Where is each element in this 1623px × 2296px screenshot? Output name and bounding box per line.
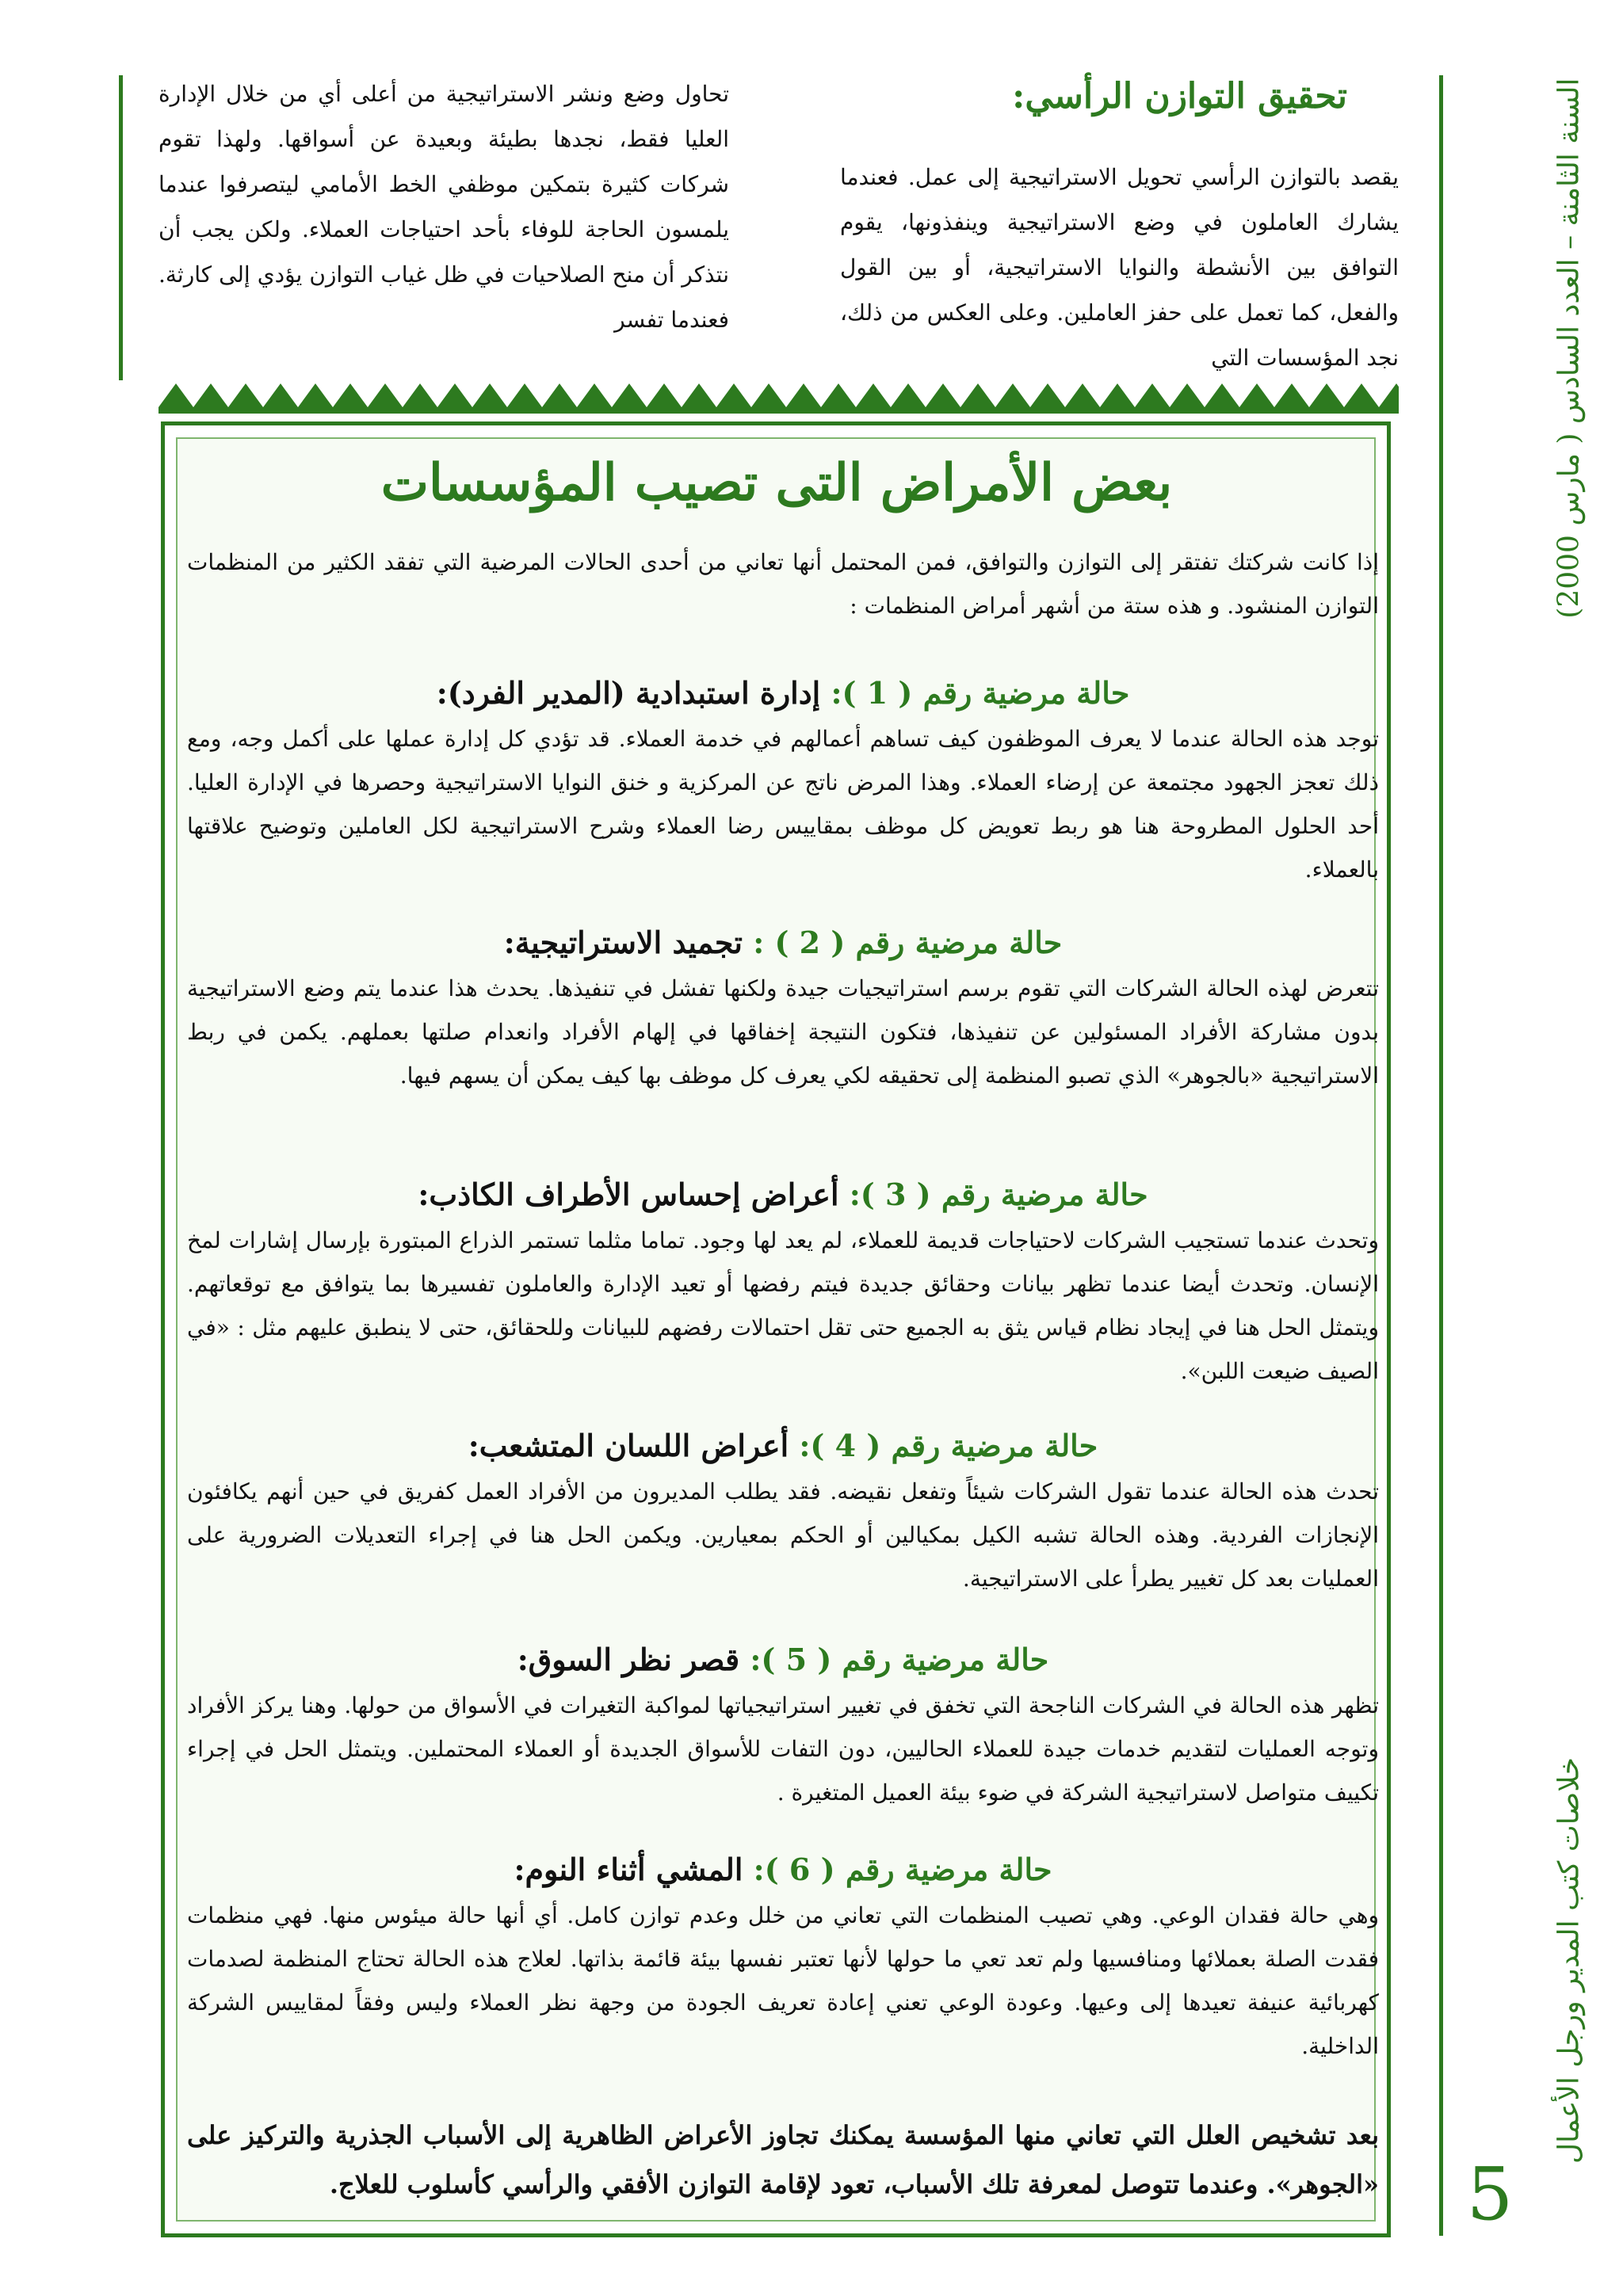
zigzag-triangle [472, 383, 507, 407]
zigzag-triangle [1344, 383, 1379, 407]
zigzag-triangle [437, 383, 472, 407]
case-3-heading [187, 1171, 1379, 1219]
case-5-name: قصر نظر السوق: [517, 1642, 740, 1677]
case-6-label: حالة مرضية رقم ( 6 ): [753, 1852, 1052, 1887]
zigzag-border [158, 383, 1399, 414]
zigzag-triangle [228, 383, 263, 407]
zigzag-triangle [926, 383, 960, 407]
case-6-heading [187, 1846, 1379, 1894]
case-3-label: حالة مرضية رقم ( 3 ): [849, 1177, 1148, 1212]
case-2-text: تتعرض لهذه الحالة الشركات التي تقوم برسم استراتيجيات جيدة ولكنها تفشل في تنفيذها. يحدث هذا عندما يتم وضع الاستراتيجية بدون مشاركة الأفراد المسئولين عن تنفيذها، فتكون النتيجة إخفاقها في إلهام الأفراد وانعدام صلتها بعملهم. يكمن في ربط الاستراتيجية «بالجوهر» الذي تصبو المنظمة إلى تحقيقه لكي يعرف كل موظف بها كيف يمكن أن يسهم فيها. [187, 975, 1379, 1089]
zigzag-triangle [786, 383, 821, 407]
issue-info: السنة الثامنة – العدد السادس ( مارس 2000) [1552, 78, 1586, 619]
zigzag-triangle [821, 383, 856, 407]
case-1-name: إدارة استبدادية (المدير الفرد): [436, 675, 821, 711]
page-number: 5 [1466, 2152, 1514, 2237]
case-4-name: أعراض اللسان المتشعب: [468, 1428, 789, 1463]
zigzag-triangle [1030, 383, 1065, 407]
zigzag-triangle [1309, 383, 1344, 407]
zigzag-triangle [1135, 383, 1170, 407]
zigzag-triangle [612, 383, 647, 407]
case-2-label: حالة مرضية رقم ( 2 ) : [753, 925, 1063, 960]
case-4-heading [187, 1422, 1379, 1470]
zigzag-triangle [682, 383, 716, 407]
vertical-balance-heading: تحقيق التوازن الرأسي: [1012, 76, 1347, 116]
zigzag-triangle [716, 383, 751, 407]
case-1-label: حالة مرضية رقم ( 1 ): [831, 675, 1130, 711]
case-3-text: وتحدث عندما تستجيب الشركات لاحتياجات قديمة للعملاء، لم يعد لها وجود. تماما مثلما تستمر الذراع المبتورة بإرسال إشارات لمخ الإنسان. وتحدث أيضا عندما تظهر بيانات وحقائق جديدة فيتم رفضها أو تعيد الإدارة والعاملون تفسيرها بما يتوافق مع توقعاتهم. ويتمثل الحل هنا في إيجاد نظام قياس يثق به الجميع حتى تقل احتمالات رفضهم للبيانات وللحقائق، حتى لا ينطبق عليهم مثل : «في الصيف ضيعت اللبن». [187, 1227, 1379, 1384]
side-vertical-rule [1439, 75, 1443, 2236]
case-1-text: توجد هذه الحالة عندما لا يعرف الموظفون كيف تساهم أعمالهم في خدمة العملاء. قد تؤدي كل إدارة عملها على أكمل وجه، ومع ذلك تعجز الجهود مجتمعة عن إرضاء العملاء. وهذا المرض ناتج عن المركزية و خنق النوايا الاستراتيجية وحصرها في الإدارة العليا. أحد الحلول المطروحة هنا هو ربط تعويض كل موظف بمقاييس رضا العملاء وشرح الاستراتيجية لكل العاملين وتوضيح علاقتها بالعملاء. [187, 726, 1379, 883]
zigzag-triangle [1205, 383, 1239, 407]
case-5-label: حالة مرضية رقم ( 5 ): [750, 1642, 1049, 1677]
zigzag-triangle [368, 383, 403, 407]
case-5-text: تظهر هذه الحالة في الشركات الناجحة التي تخفق في تغيير استراتيجياتها لمواكبة التغيرات في الأسواق من حولها. وهنا يركز الأفراد وتوجه العمليات لتقديم خدمات جيدة للعملاء الحاليين، دون التفات للأسواق الجديدة أو العملاء المحتملين. ويتمثل الحل في إجراء تكييف متواصل لاستراتيجية الشركة في ضوء بيئة العميل المتغيرة . [187, 1692, 1379, 1806]
zigzag-triangle [158, 383, 193, 407]
diseases-intro: إذا كانت شركتك تفتقر إلى التوازن والتوافق، فمن المحتمل أنها تعاني من أحدى الحالات المرضية التي تفقد الكثير من المنظمات التوازن المنشود. و هذه ستة من أشهر أمراض المنظمات : [187, 549, 1379, 619]
zigzag-triangle [891, 383, 926, 407]
diseases-conclusion: بعد تشخيص العلل التي تعاني منها المؤسسة يمكنك تجاوز الأعراض الظاهرية إلى الأسباب الجذرية والتركيز على «الجوهر». وعندما تتوصل لمعرفة تلك الأسباب، تعود لإقامة التوازن الأفقي والرأسي كأسلوب للعلاج. [187, 2120, 1379, 2199]
zigzag-triangle [298, 383, 333, 407]
case-6-name: المشي أثناء النوم: [514, 1852, 743, 1887]
case-4-text: تحدث هذه الحالة عندما تقول الشركات شيئاً وتفعل نقيضه. فقد يطلب المديرون من الأفراد العمل كفريق في حين أنهم يكافئون الإنجازات الفردية. وهذه الحالة تشبه الكيل بمكيالين أو الحكم بمعيارين. ويكمن الحل هنا في إجراء التعديلات الضرورية على العمليات بعد كل تغيير يطرأ على الاستراتيجية. [187, 1478, 1380, 1592]
zigzag-triangle [1239, 383, 1274, 407]
zigzag-triangle [995, 383, 1030, 407]
zigzag-triangle [1170, 383, 1205, 407]
case-6-text: وهي حالة فقدان الوعي. وهي تصيب المنظمات التي تعاني من خلل وعدم توازن كامل. أي أنها حالة ميئوس منها. فهي منظمات فقدت الصلة بعملائها ومنافسيها ولم تعد تعي ما حولها لأنها تعتبر نفسها بيئة قائمة بذاتها. لعلاج هذه الحالة تحتاج المنظمة لصدمات كهربائية عنيفة تعيدها إلى وعيها. وعودة الوعي تعني إعادة تعريف الجودة من وجهة نظر العملاء وليس وفقاً لمقاييس الشركة الداخلية. [187, 1902, 1379, 2059]
case-2-name: تجميد الاستراتيجية: [503, 925, 743, 960]
zigzag-triangle [403, 383, 437, 407]
top-left-rule [119, 75, 123, 380]
top-right-column: يقصد بالتوازن الرأسي تحويل الاستراتيجية إلى عمل. فعندما يشارك العاملون في وضع الاستراتيجية وينفذونها، يقوم التوافق بين الأنشطة والنوايا الاستراتيجية، أو بين القول والفعل، كما تعمل على حفز العاملين. وعلى العكس من ذلك، نجد المؤسسات التي [840, 164, 1399, 371]
case-2-heading [187, 919, 1379, 967]
zigzag-triangle [333, 383, 368, 407]
zigzag-triangle [1065, 383, 1100, 407]
zigzag-triangle [856, 383, 891, 407]
zigzag-triangle [193, 383, 228, 407]
zigzag-triangle [1274, 383, 1309, 407]
zigzag-triangle [263, 383, 298, 407]
zigzag-triangle [960, 383, 995, 407]
case-1-heading [187, 669, 1379, 717]
case-5-heading [187, 1636, 1379, 1684]
zigzag-triangle [1379, 383, 1399, 407]
top-left-column: تحاول وضع ونشر الاستراتيجية من أعلى أي من خلال الإدارة العليا فقط، نجدها بطيئة وبعيدة عن أسواقها. ولهذا تقوم شركات كثيرة بتمكين موظفي الخط الأمامي ليتصرفوا عندما يلمسون الحاجة للوفاء بأحد احتياجات العملاء. ولكن يجب أن نتذكر أن منح الصلاحيات في ظل غياب التوازن يؤدي إلى كارثة. فعندما تفسر [158, 81, 729, 333]
diseases-title: بعض الأمراض التى تصيب المؤسسات [380, 453, 1173, 513]
zigzag-triangle [507, 383, 542, 407]
case-4-label: حالة مرضية رقم ( 4 ): [799, 1428, 1098, 1463]
zigzag-triangle [751, 383, 786, 407]
series-title: خلاصات كتب المدير ورجل الأعمال [1552, 1756, 1586, 2164]
zigzag-triangle [1100, 383, 1135, 407]
case-3-name: أعراض إحساس الأطراف الكاذب: [418, 1177, 839, 1212]
zigzag-triangle [577, 383, 612, 407]
zigzag-triangle [647, 383, 682, 407]
zigzag-triangle [542, 383, 577, 407]
